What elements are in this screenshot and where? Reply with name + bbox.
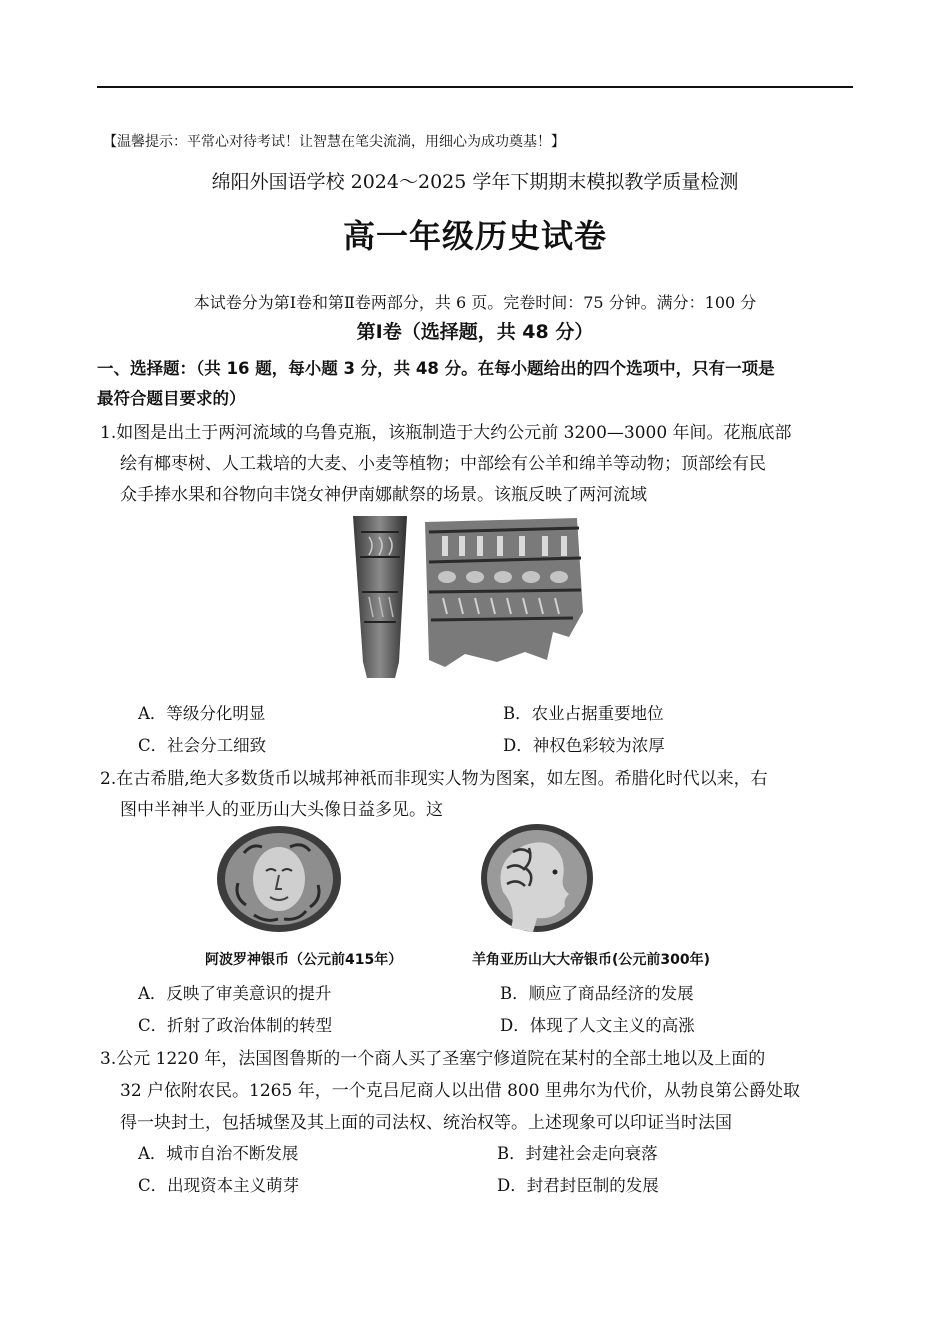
q3-option-d[interactable]: D．封君封臣制的发展 bbox=[497, 1176, 659, 1195]
q2-option-b[interactable]: B．顺应了商品经济的发展 bbox=[500, 984, 694, 1003]
q2-option-a[interactable]: A．反映了审美意识的提升 bbox=[138, 984, 332, 1003]
uruk-vase-image bbox=[347, 512, 587, 692]
q3-stem-line1: 3.公元 1220 年，法国图鲁斯的一个商人买了圣塞宁修道院在某村的全部土地以及上面的 bbox=[100, 1049, 766, 1069]
q2-stem-line1: 2.在古希腊,绝大多数货币以城邦神祇而非现实人物为图案，如左图。希腊化时代以来，右 bbox=[100, 769, 768, 789]
section-heading-line2: 最符合题目要求的） bbox=[97, 389, 246, 408]
q3-option-a[interactable]: A．城市自治不断发展 bbox=[138, 1144, 299, 1163]
q3-option-b[interactable]: B．封建社会走向衰落 bbox=[497, 1144, 658, 1163]
alexander-coin-image bbox=[477, 822, 597, 939]
header-rule bbox=[97, 86, 853, 88]
q2-caption-left: 阿波罗神银币（公元前415年） bbox=[205, 952, 403, 968]
q1-stem-line2: 绘有椰枣树、人工栽培的大麦、小麦等植物；中部绘有公羊和绵羊等动物；顶部绘有民 bbox=[120, 454, 766, 474]
q1-option-d[interactable]: D．神权色彩较为浓厚 bbox=[503, 736, 665, 755]
q2-option-d[interactable]: D．体现了人文主义的高涨 bbox=[500, 1016, 695, 1035]
q3-stem-line3: 得一块封土，包括城堡及其上面的司法权、统治权等。上述现象可以印证当时法国 bbox=[120, 1113, 732, 1133]
q1-option-b[interactable]: B．农业占据重要地位 bbox=[503, 704, 664, 723]
q1-option-c[interactable]: C．社会分工细致 bbox=[138, 736, 267, 755]
q1-stem-line3: 众手捧水果和谷物向丰饶女神伊南娜献祭的场景。该瓶反映了两河流域 bbox=[120, 485, 647, 505]
q1-option-a[interactable]: A．等级分化明显 bbox=[138, 704, 266, 723]
q3-stem-line2: 32 户依附农民。1265 年，一个克吕尼商人以出借 800 里弗尔为代价，从勃良第公爵处取 bbox=[120, 1081, 800, 1101]
part-title: 第Ⅰ卷（选择题，共 48 分） bbox=[356, 321, 594, 343]
exam-tip: 【温馨提示：平常心对待考试！让智慧在笔尖流淌，用细心为成功奠基！】 bbox=[103, 134, 565, 150]
exam-intro: 本试卷分为第Ⅰ卷和第Ⅱ卷两部分，共 6 页。完卷时间：75 分钟。满分：100 分 bbox=[193, 293, 757, 312]
q2-stem-line2: 图中半神半人的亚历山大头像日益多见。这 bbox=[120, 800, 443, 820]
q2-caption-right: 羊角亚历山大大帝银币(公元前300年) bbox=[472, 952, 711, 968]
q3-option-c[interactable]: C．出现资本主义萌芽 bbox=[138, 1176, 300, 1195]
school-line: 绵阳外国语学校 2024～2025 学年下期期末模拟教学质量检测 bbox=[211, 171, 739, 193]
q1-stem-line1: 1.如图是出土于两河流域的乌鲁克瓶，该瓶制造于大约公元前 3200—3000 年间。花瓶底部 bbox=[100, 423, 792, 443]
page-title: 高一年级历史试卷 bbox=[342, 217, 607, 255]
apollo-coin-image bbox=[214, 823, 344, 940]
q2-option-c[interactable]: C．折射了政治体制的转型 bbox=[138, 1016, 333, 1035]
section-heading-line1: 一、选择题：（共 16 题，每小题 3 分，共 48 分。在每小题给出的四个选项中，只有一项是 bbox=[97, 359, 775, 378]
